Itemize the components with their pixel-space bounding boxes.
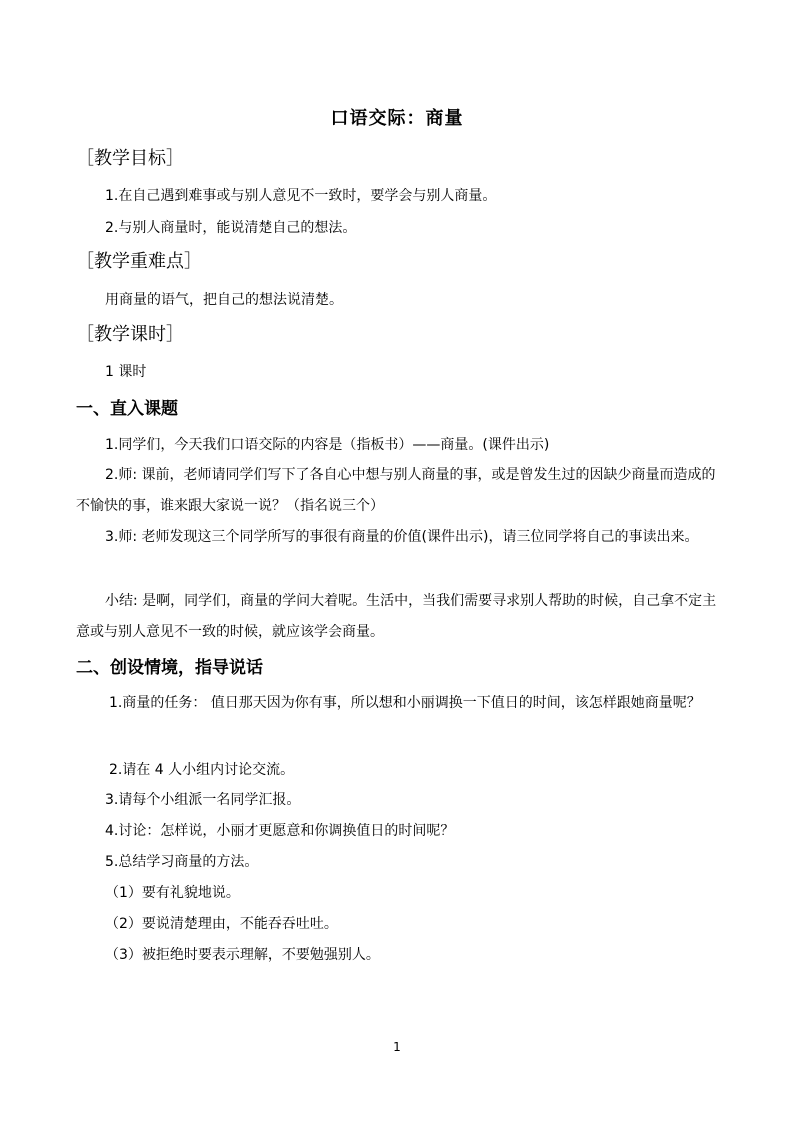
goal-item-2: 2.与别人商量时，能说清楚自己的想法。 — [105, 220, 357, 236]
part1-item-3: 3.师: 老师发现这三个同学所写的事很有商量的价值(课件出示)，请三位同学将自己的事读出来。 — [105, 529, 699, 545]
goal-item-1: 1.在自己遇到难事或与别人意见不一致时，要学会与别人商量。 — [105, 188, 497, 204]
heading-hours: ［教学课时］ — [76, 324, 184, 345]
hours-text: 1 课时 — [105, 364, 147, 380]
part1-summary: 小结: 是啊，同学们，商量的学问大着呢。生活中，当我们需要寻求别人帮助的时候，自己拿不定主意或与别人意见不一致的时候，就应该学会商量。 — [76, 593, 717, 640]
heading-goals: ［教学目标］ — [76, 148, 184, 169]
part1-item-2: 2.师: 课前，老师请同学们写下了各自心中想与别人商量的事，或是曾发生过的因缺少商量而造成的不愉快的事，谁来跟大家说一说？（指名说三个） — [76, 467, 716, 514]
part2-subitem-1: （1）要有礼貌地说。 — [105, 885, 240, 901]
part2-item-5: 5.总结学习商量的方法。 — [105, 854, 259, 870]
keypoints-text: 用商量的语气，把自己的想法说清楚。 — [105, 292, 343, 308]
part2-item-4: 4.讨论：怎样说，小丽才更愿意和你调换值日的时间呢？ — [105, 823, 455, 839]
page-number: 1 — [393, 1040, 401, 1054]
heading-part2: 二、创设情境，指导说话 — [76, 658, 263, 678]
part2-item-2: 2.请在 4 人小组内讨论交流。 — [109, 762, 295, 778]
part2-subitem-3: （3）被拒绝时要表示理解，不要勉强别人。 — [105, 947, 380, 963]
heading-keypoints: ［教学重难点］ — [76, 251, 202, 272]
heading-part1: 一、直入课题 — [76, 399, 178, 419]
part2-subitem-2: （2）要说清楚理由，不能吞吞吐吐。 — [105, 916, 338, 932]
part2-item-3: 3.请每个小组派一名同学汇报。 — [105, 792, 301, 808]
part1-item-1: 1.同学们，今天我们口语交际的内容是（指板书）——商量。(课件出示) — [105, 437, 550, 453]
part2-item-1: 1.商量的任务： 值日那天因为你有事，所以想和小丽调换一下值日的时间，该怎样跟她商量呢？ — [109, 695, 701, 711]
page-title: 口语交际：商量 — [330, 108, 464, 129]
